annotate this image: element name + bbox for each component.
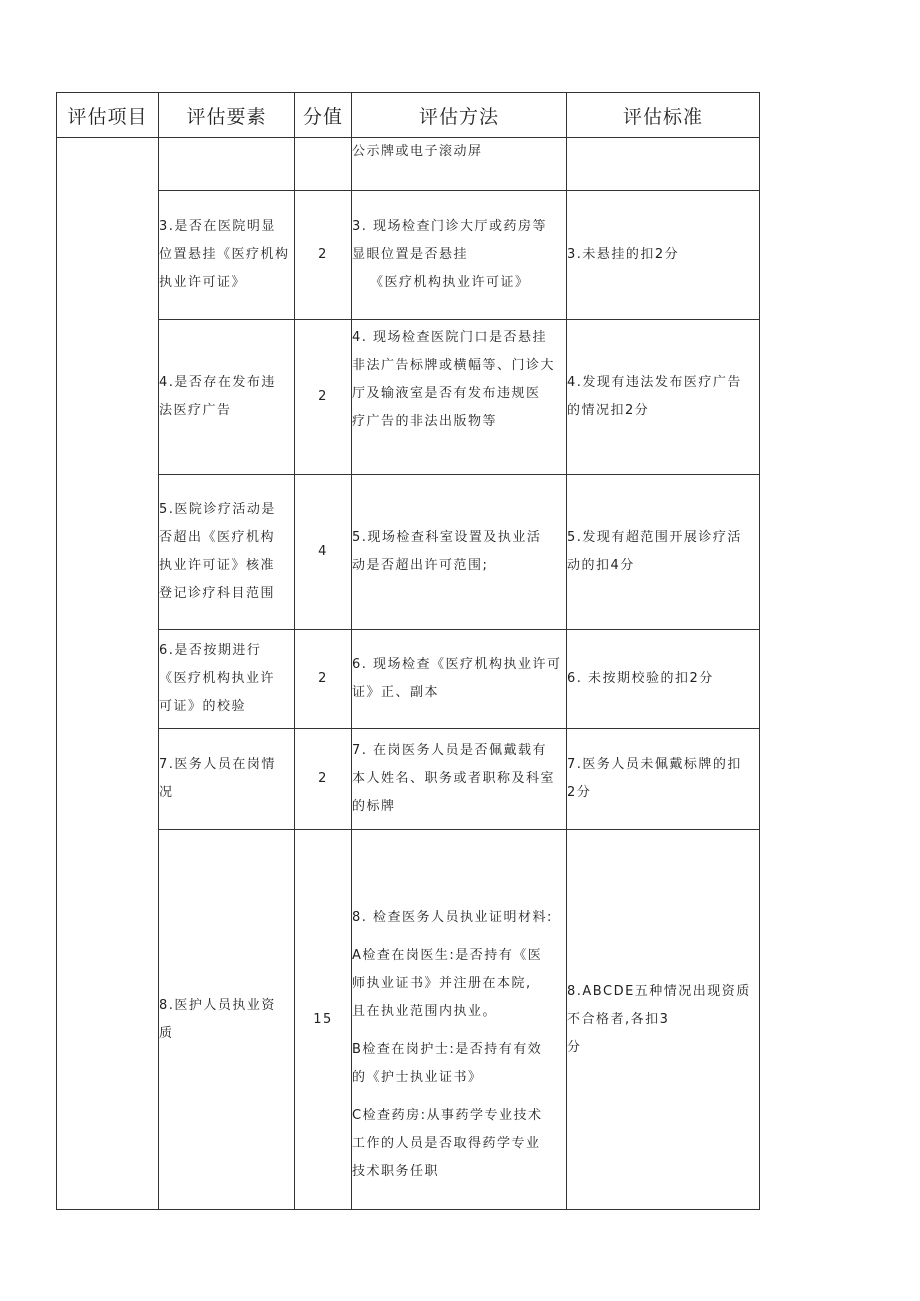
standard-cell — [567, 475, 760, 630]
element-line: 4.是否存在发布违 — [159, 375, 276, 390]
method-cell — [352, 138, 567, 191]
standard-line: 动的扣4分 — [567, 558, 635, 573]
method-line: 师执业证书》并注册在本院, — [352, 975, 532, 991]
method-cell — [352, 320, 567, 475]
standard-line: 4.发现有违法发布医疗广告 — [567, 375, 742, 390]
table-row — [57, 191, 760, 320]
table-row — [57, 138, 760, 191]
method-line: 7. 在岗医务人员是否佩戴载有 — [352, 743, 548, 758]
method-line: 本人姓名、职务或者职称及科室 — [352, 771, 556, 786]
score-cell: 15 — [295, 830, 352, 1210]
score-cell: 2 — [295, 630, 352, 729]
standard-line: 3.未悬挂的扣2分 — [567, 247, 680, 262]
method-line: 8. 检查医务人员执业证明材料: — [352, 909, 553, 925]
method-line: 5.现场检查科室设置及执业活 — [352, 530, 542, 545]
element-line: 执业许可证》核准 — [159, 558, 276, 573]
standard-cell — [567, 830, 760, 1210]
element-line: 位置悬挂《医疗机构 — [159, 247, 290, 262]
element-line: 7.医务人员在岗情 — [159, 757, 276, 772]
method-line: 工作的人员是否取得药学专业 — [352, 1135, 541, 1151]
standard-cell — [567, 630, 760, 729]
element-line: 可证》的校验 — [159, 699, 247, 714]
method-line: 疗广告的非法出版物等 — [352, 414, 498, 429]
element-cell — [159, 729, 295, 830]
element-line: 登记诊疗科目范围 — [159, 586, 276, 601]
standard-line: 7.医务人员未佩戴标牌的扣 — [567, 757, 742, 772]
element-line: 否超出《医疗机构 — [159, 530, 276, 545]
evaluation-table — [56, 92, 760, 1210]
element-cell — [159, 191, 295, 320]
header-element: 评估要素 — [159, 93, 295, 138]
standard-cell — [567, 320, 760, 475]
header-standard: 评估标准 — [567, 93, 760, 138]
score-cell — [295, 138, 352, 191]
method-line: 非法广告标牌或横幅等、门诊大 — [352, 358, 556, 373]
element-cell — [159, 475, 295, 630]
method-cell — [352, 191, 567, 320]
element-cell — [159, 830, 295, 1210]
standard-line: 分 — [567, 1039, 582, 1055]
table-row — [57, 830, 760, 1210]
score-cell: 2 — [295, 191, 352, 320]
score-cell: 4 — [295, 475, 352, 630]
method-line: 技术职务任职 — [352, 1163, 440, 1179]
method-cell — [352, 630, 567, 729]
table-row — [57, 475, 760, 630]
method-line: B检查在岗护士:是否持有有效 — [352, 1041, 543, 1057]
standard-line: 8.ABCDE五种情况出现资质 — [567, 983, 751, 999]
header-score: 分值 — [295, 93, 352, 138]
item-cell — [57, 138, 159, 1210]
element-line: 3.是否在医院明显 — [159, 219, 276, 234]
table-row — [57, 630, 760, 729]
method-line: 4. 现场检查医院门口是否悬挂 — [352, 330, 548, 345]
element-cell — [159, 630, 295, 729]
header-method: 评估方法 — [352, 93, 567, 138]
method-line: 显眼位置是否悬挂 — [352, 247, 469, 262]
element-line: 法医疗广告 — [159, 403, 232, 418]
standard-cell — [567, 191, 760, 320]
element-line: 8.医护人员执业资 — [159, 997, 276, 1013]
method-cell — [352, 830, 567, 1210]
standard-line: 不合格者,各扣3 — [567, 1011, 670, 1027]
method-line: A检查在岗医生:是否持有《医 — [352, 947, 543, 963]
method-line: 厅及输液室是否有发布违规医 — [352, 386, 541, 401]
method-line: C检查药房:从事药学专业技术 — [352, 1107, 543, 1123]
method-cell — [352, 475, 567, 630]
method-line: 的标牌 — [352, 799, 396, 814]
standard-cell — [567, 138, 760, 191]
standard-line: 的情况扣2分 — [567, 403, 650, 418]
method-line: 6. 现场检查《医疗机构执业许可 — [352, 657, 562, 672]
standard-line: 5.发现有超范围开展诊疗活 — [567, 530, 742, 545]
standard-line: 2分 — [567, 785, 592, 800]
table-row — [57, 729, 760, 830]
standard-line: 6. 未按期校验的扣2分 — [567, 671, 714, 686]
element-line: 质 — [159, 1025, 174, 1041]
element-line: 5.医院诊疗活动是 — [159, 502, 276, 517]
method-line: 《医疗机构执业许可证》 — [370, 275, 530, 290]
score-cell: 2 — [295, 729, 352, 830]
element-line: 6.是否按期进行 — [159, 643, 262, 658]
element-line: 《医疗机构执业许 — [159, 671, 276, 686]
header-row — [57, 93, 760, 138]
method-cell — [352, 729, 567, 830]
method-line: 的《护士执业证书》 — [352, 1069, 483, 1085]
score-cell: 2 — [295, 320, 352, 475]
element-cell — [159, 138, 295, 191]
method-line: 证》正、副本 — [352, 685, 440, 700]
method-line: 3. 现场检查门诊大厅或药房等 — [352, 219, 548, 234]
header-item: 评估项目 — [57, 93, 159, 138]
method-line: 公示牌或电子滚动屏 — [352, 144, 483, 159]
element-line: 执业许可证》 — [159, 275, 247, 290]
element-line: 况 — [159, 785, 174, 800]
standard-cell — [567, 729, 760, 830]
element-cell — [159, 320, 295, 475]
table-row — [57, 320, 760, 475]
method-line: 且在执业范围内执业。 — [352, 1003, 498, 1019]
method-line: 动是否超出许可范围; — [352, 558, 489, 573]
